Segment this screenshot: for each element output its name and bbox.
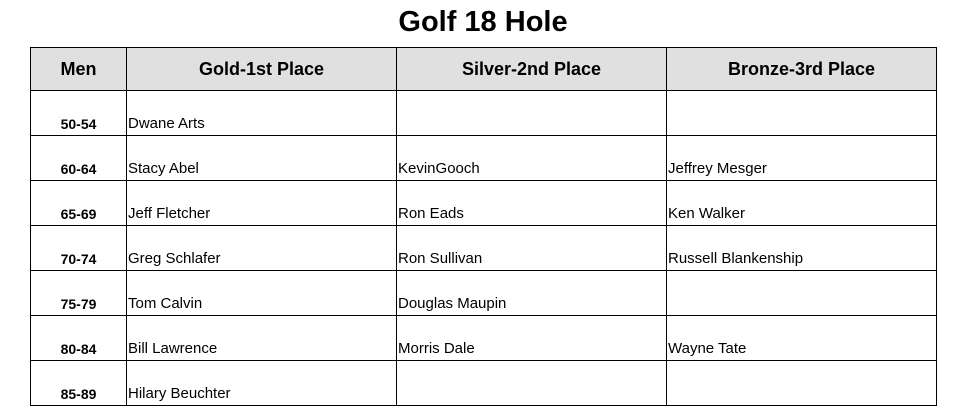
table-row (31, 91, 937, 136)
header-division: Men (31, 48, 127, 91)
table-row (31, 361, 937, 406)
table-row (31, 316, 937, 361)
age-group-cell: 65-69 (31, 181, 127, 226)
silver-winner-cell: KevinGooch (397, 136, 667, 181)
header-bronze: Bronze-3rd Place (667, 48, 937, 91)
silver-winner-cell: Douglas Maupin (397, 271, 667, 316)
table-row (31, 271, 937, 316)
gold-winner-cell: Stacy Abel (127, 136, 397, 181)
bronze-winner-cell (667, 271, 937, 316)
table-row (31, 181, 937, 226)
header-row (31, 48, 937, 91)
age-group-cell: 75-79 (31, 271, 127, 316)
gold-winner-cell: Tom Calvin (127, 271, 397, 316)
gold-winner-cell: Dwane Arts (127, 91, 397, 136)
age-group-cell: 85-89 (31, 361, 127, 406)
table-row (31, 226, 937, 271)
silver-winner-cell: Ron Sullivan (397, 226, 667, 271)
gold-winner-cell: Hilary Beuchter (127, 361, 397, 406)
bronze-winner-cell: Ken Walker (667, 181, 937, 226)
silver-winner-cell (397, 91, 667, 136)
header-silver: Silver-2nd Place (397, 48, 667, 91)
gold-winner-cell: Jeff Fletcher (127, 181, 397, 226)
results-table (30, 47, 937, 406)
silver-winner-cell: Morris Dale (397, 316, 667, 361)
page-title: Golf 18 Hole (398, 6, 568, 38)
bronze-winner-cell (667, 361, 937, 406)
age-group-cell: 80-84 (31, 316, 127, 361)
age-group-cell: 60-64 (31, 136, 127, 181)
gold-winner-cell: Greg Schlafer (127, 226, 397, 271)
bronze-winner-cell: Jeffrey Mesger (667, 136, 937, 181)
silver-winner-cell (397, 361, 667, 406)
silver-winner-cell: Ron Eads (397, 181, 667, 226)
table-row (31, 136, 937, 181)
age-group-cell: 50-54 (31, 91, 127, 136)
bronze-winner-cell: Wayne Tate (667, 316, 937, 361)
age-group-cell: 70-74 (31, 226, 127, 271)
bronze-winner-cell (667, 91, 937, 136)
header-gold: Gold-1st Place (127, 48, 397, 91)
gold-winner-cell: Bill Lawrence (127, 316, 397, 361)
bronze-winner-cell: Russell Blankenship (667, 226, 937, 271)
